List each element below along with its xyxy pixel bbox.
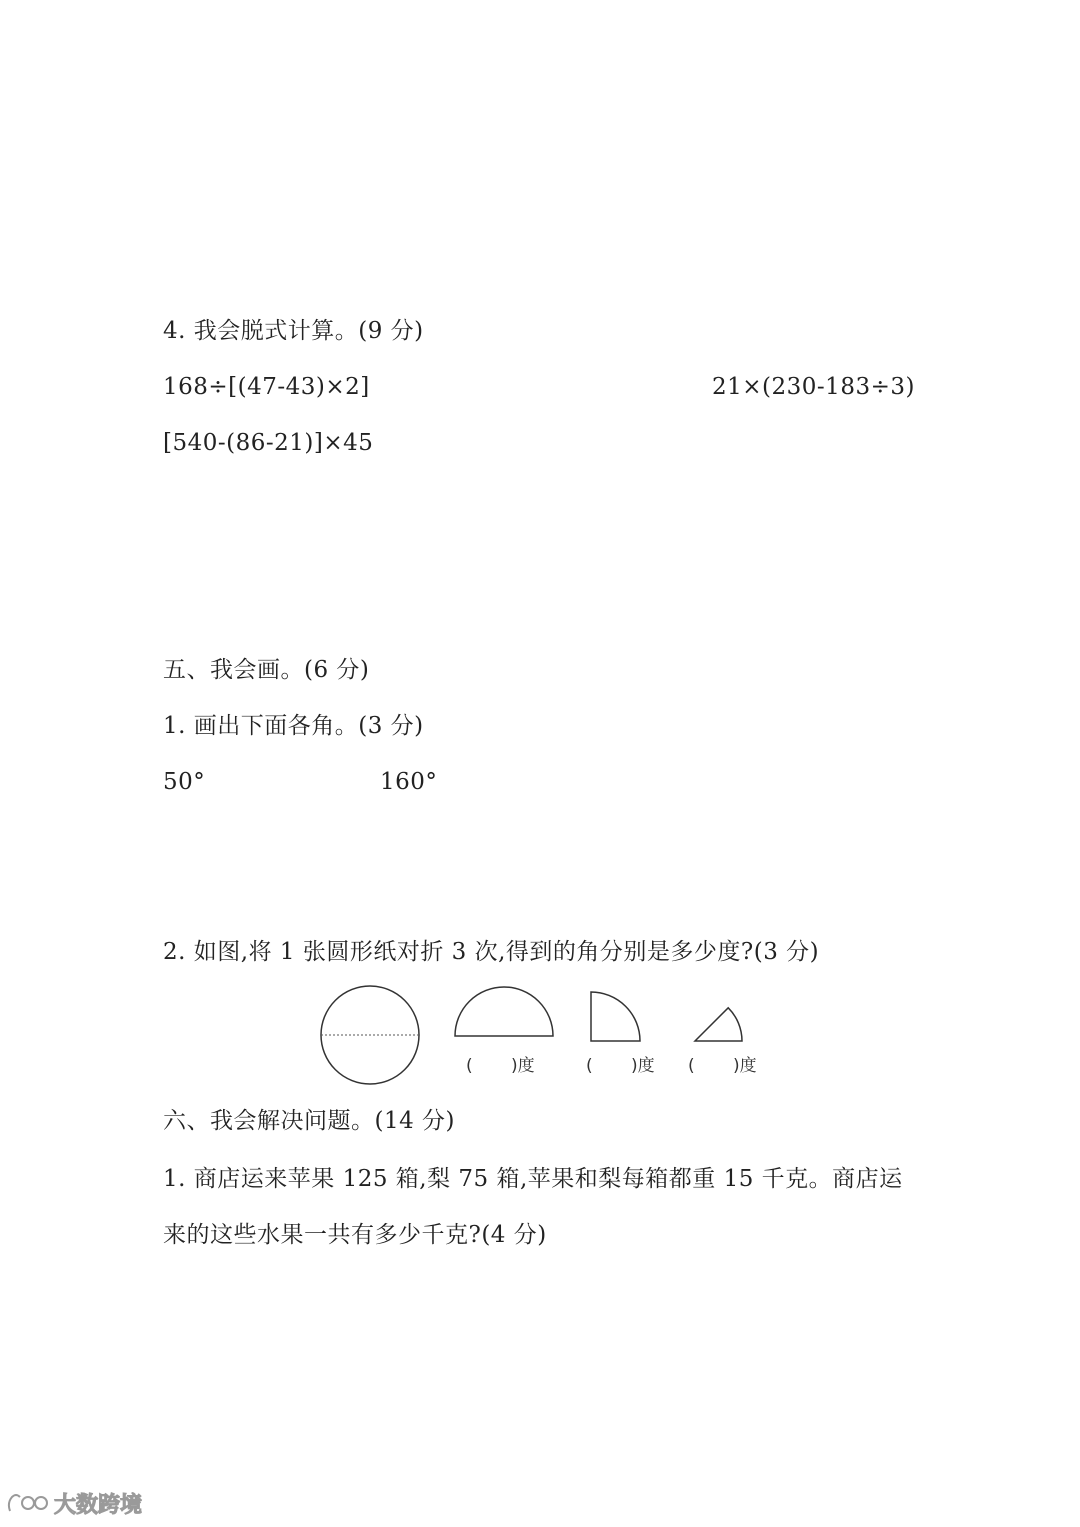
section5-question-2: 2. 如图,将 1 张圆形纸对折 3 次,得到的角分别是多少度?(3 分)	[163, 939, 820, 965]
angle-50-label: 50°	[163, 769, 206, 795]
blank-1-close: )度	[511, 1056, 535, 1076]
section4-heading: 4. 我会脱式计算。(9 分)	[163, 318, 424, 344]
expression-1: 168÷[(47-43)×2]	[163, 374, 370, 400]
blank-3-open: (	[688, 1056, 695, 1076]
expression-2: 21×(230-183÷3)	[712, 374, 915, 400]
section6-question-1-line-2: 来的这些水果一共有多少千克?(4 分)	[163, 1222, 547, 1248]
section5-heading: 五、我会画。(6 分)	[163, 657, 370, 683]
blank-1-open: (	[466, 1056, 473, 1076]
blank-3-close: )度	[733, 1056, 757, 1076]
section5-question-1: 1. 画出下面各角。(3 分)	[163, 713, 424, 739]
angle-160-label: 160°	[380, 769, 438, 795]
section6-heading: 六、我会解决问题。(14 分)	[163, 1108, 456, 1134]
eighth-circle-figure	[695, 1008, 742, 1041]
folded-circle-figures	[310, 980, 780, 1090]
blank-2-close: )度	[631, 1056, 655, 1076]
watermark	[6, 1488, 142, 1518]
bilibili-style-logo-icon	[6, 1491, 50, 1515]
quarter-circle-figure	[591, 992, 640, 1041]
watermark-text: 大数跨境	[54, 1492, 143, 1518]
semicircle-figure	[455, 987, 553, 1036]
expression-3: [540-(86-21)]×45	[163, 430, 374, 456]
blank-2-open: (	[586, 1056, 593, 1076]
full-circle-figure	[321, 986, 419, 1084]
section6-question-1-line-1: 1. 商店运来苹果 125 箱,梨 75 箱,苹果和梨每箱都重 15 千克。商店运	[163, 1166, 903, 1192]
